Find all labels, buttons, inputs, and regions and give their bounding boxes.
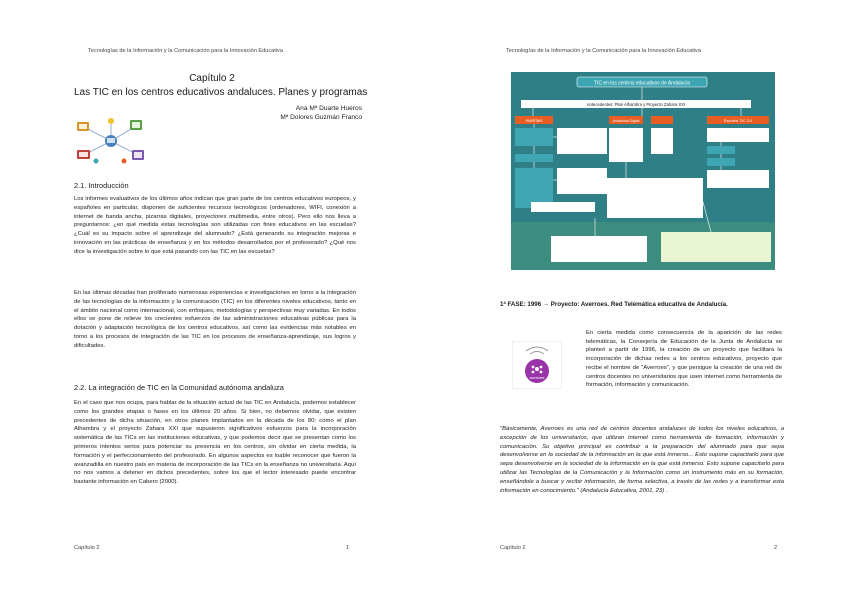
chapter-number: Capítulo 2 [189,73,235,84]
intro-paragraph-2: En las últimas décadas han proliferado numerosas experiencias e investigaciones en torno a la integración de las tecnologías de la información y la comunicación (TIC) en los diferentes niveles educativos, tanto en el ámbito nacional como internacional, con enfoques, metodologías y perspectivas muy variadas. En todos ellos se pone de relieve los crecientes esfuerzos de las administraciones educativas públicas para la dotación y adaptación tecnológica de los centros educativos, así como las evidencias más notables en torno a los procesos de integración de las TIC en los procesos de enseñanza-aprendizaje, sus logros y dificultades. [74,290,356,349]
diagram-title: TIC en los centros educativos de Andalucía [593,80,691,87]
diagram-box-escuela-tic: Escuela TIC 2.0 [723,118,753,123]
averroes-paragraph: En cierta medida como consecuencia de la aparición de las redes telemáticas, la Consejería de Educación de la Junta de Andalucía se planteó a partir de 1996, la creación de un proyecto que facilitara la incorporación de dichas redes a los centros educativos, proyecto que recibe el nombre de "Averroes", y que persigue la creación de una red de centros docentes no universitarios que usen internet como herramienta de formación, información y comunicación. [586,330,782,389]
diagram-box-averroes: Averroes [525,118,543,123]
network-illustration [72,117,150,165]
averroes-logo [512,341,562,389]
author-2: Mª Dolores Guzmán Franco [280,114,362,121]
section-heading-intro: 2.1. Introducción [74,181,129,190]
footer-chapter-label: Capítulo 2 [74,545,100,551]
phase-heading: 1ª FASE: 1996 → Proyecto: Averroes. Red Telemática educativa de Andalucía. [500,301,728,308]
diagram-box-andalucia-digital: Andalucía Digital [612,119,640,123]
page-number: 2 [774,545,778,551]
authors [280,104,362,122]
averroes-quote: "Básicamente, Averroes es una red de centros docentes andaluces de todos los niveles educativos, a excepción de los universitarios, que utilizan Internet como herramienta de formación, información y comunicación. Su objetivo principal es contribuir a la preparación del alumnado para que sepa desenvolverse en la sociedad de la información en la que está inmerso... Esto supone capacitarlo para que sepa desenvolverse en la sociedad de la información en la que está inmerso. Esto supone capacitarlo para utilizar las Tecnologías de la Comunicación y la Información como un instrumento más en su formación, enseñándole a buscar y recibir información, de forma selectiva, a través de las redes y a transformar esta información en conocimiento." (Andalucía Educativa, 2001, 23) . [500,426,784,494]
right-page [424,0,848,600]
footer-chapter-label: Capítulo 2 [500,545,526,551]
logo-wordmark: averroes [529,376,545,380]
running-head: Tecnologías de la Información y la Comunicación para la Innovación Educativa [88,48,283,54]
intro-paragraph-1: Los informes evaluativos de los últimos años indican que gran parte de los centros educativos europeos, y españoles en particular, disponen de suficientes recursos tecnológicos (ordenadores, WIFI, conexión a internet de banda ancha, pizarras digitales, proyectores multimedia, entre otros). Pero ello nos lleva a preguntarnos: ¿en qué medida estas tecnologías son utilizadas con fines educativos en las escuelas? ¿Cuál es su impacto sobre el aprendizaje del alumnado? ¿Está generando su integración mejoras e innovación en las prácticas de enseñanza y en los métodos desarrollados por el profesorado? ¿Qué nos dice la investigación sobre lo que está pasando con las TIC en las escuelas? [74,196,356,255]
author-1: Ana Mª Duarte Hueros [295,105,362,112]
page-number: 1 [346,545,350,551]
running-head: Tecnologías de la Información y la Comunicación para la Innovación Educativa [506,48,701,54]
chapter-title: Las TIC en los centros educativos andaluces. Planes y programas [74,87,368,98]
section-heading-integration: 2.2. La integración de TIC en la Comunidad autónoma andaluza [74,383,284,392]
diagram-subtitle: Antecedentes: Plan Alhambra y Proyecto Zahara XXI [586,102,686,107]
tic-plans-diagram [511,72,775,270]
integration-paragraph: En el caso que nos ocupa, para hablar de la situación actual de las TIC en Andalucía, podemos establecer como los grandes etapas o fases en los últimos 20 años. Si bien, no debemos olvidar, que existen precedentes de dicha situación, en otros planes implantados en la década de los 80: como el plan Alhambra y el proyecto Zahara XXI que supusieron significativos esfuerzos para la incorporación sistemática de las TICs en las instituciones educativas, y que podemos decir que se presentan como los primeros intentos serios para potenciar su presencia en los centros, sin olvidar en cierta medida, la formación y el perfeccionamiento del profesorado. En algunos aspectos es loable reconocer que fueron la avanzadilla en nuestro país en materia de incorporación de las TICs en la enseñanza no universitaria. Aquí no nos vamos a detener en dichos precedentes, sobre los que el lector interesado puede encontrar bastante información en Cabero (2000). [74,400,356,486]
